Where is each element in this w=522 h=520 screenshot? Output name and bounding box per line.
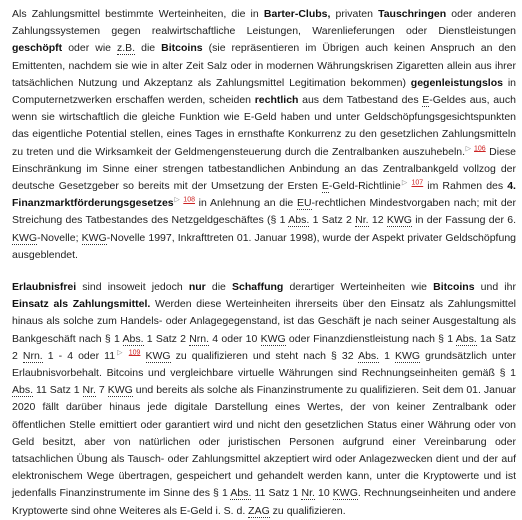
bold-term: geschöpft [12, 42, 63, 55]
abbreviation[interactable]: ZAG [248, 504, 270, 517]
abbreviation[interactable]: Abs. [12, 384, 34, 397]
text-run: 11 Satz 1 [251, 487, 302, 500]
bold-term: rechtlich [254, 94, 299, 107]
text-run: in Computernetzwerken erschaffen werden, scheiden [12, 76, 516, 107]
text-run: 7 [95, 384, 108, 397]
abbreviation[interactable]: E [321, 180, 329, 193]
text-run: -Novelle 1997, Inkrafttreten 01. Januar 1998), wurde der Aspekt privater Geldschöpfung ausgeblendet. [12, 231, 516, 261]
bold-term: 4. Finanzmarktförderungsgesetzes [12, 180, 516, 210]
text-run: die [205, 281, 232, 294]
text-run: zu qualifizieren und steht nach § 32 [170, 349, 359, 362]
text-run: 1 Satz 2 [309, 214, 356, 227]
text-run: zu qualifizieren. [269, 504, 346, 517]
abbreviation[interactable]: E [422, 94, 430, 107]
text-run: 12 [368, 214, 387, 227]
bold-term: Bitcoins [433, 281, 475, 294]
footnote-arrow-icon: ▷ [400, 179, 409, 187]
bold-term: gegenleistungslos [410, 76, 503, 89]
text-run: 1 [379, 349, 396, 362]
bold-term: Schaffung [232, 281, 284, 294]
abbreviation[interactable]: Abs. [122, 332, 144, 345]
bold-term: nur [188, 281, 206, 294]
text-run: -rechtlichen Mindestvorgaben nach; mit der Streichung des Tatbestandes des Netzgeldgeschäftes (§ 1 [12, 197, 516, 227]
text-run: oder wie [62, 42, 118, 55]
abbreviation[interactable]: z.B. [117, 42, 136, 55]
abbreviation[interactable]: Abs. [230, 487, 252, 500]
text-run: in Anlehnung an die [194, 197, 297, 210]
bold-term: Einsatz als Zahlungsmittel. [12, 298, 151, 311]
abbreviation[interactable]: KWG [145, 349, 171, 362]
abbreviation[interactable]: KWG [12, 231, 38, 244]
abbreviation[interactable]: KWG [395, 349, 421, 362]
footnote-arrow-icon: ▷ [173, 196, 181, 204]
text-run [140, 350, 145, 362]
text-run: 11 Satz 1 [33, 384, 83, 397]
footnote-link[interactable]: 109 [128, 349, 141, 357]
text-run: und ihr [474, 281, 516, 294]
abbreviation[interactable]: KWG [81, 231, 107, 244]
body-paragraph [12, 279, 516, 520]
text-run: und bereits als solche als Finanzinstrumente zu qualifizieren. Seit dem 01. Januar 2020 fällt darüber hinaus jede digitale Darstellung eines Wertes, der von keiner Zentralbank oder öffentlichen Stelle emittiert oder garantiert wird und nicht den gesetzlichen Status einer Währung oder von Geld besitzt, aber von natürlichen oder juristischen Personen aufgrund einer Vereinbarung oder tatsachlichen Übung als Tausch- oder Zahlungsmittel akzeptiert wird oder Anlagezwecken dient und der auf elektronischem Wege übertragen, gespeichert und gehandelt werden kann, unter die Kryptowerte und ist jedenfalls Finanzinstrumente im Sinne des § 1 [12, 384, 516, 500]
text-run: 10 [314, 487, 333, 500]
abbreviation[interactable]: Nr. [82, 384, 96, 397]
text-run: -Novelle; [37, 231, 82, 244]
text-run: 4 oder 10 [209, 332, 261, 345]
footnote-ref[interactable] [465, 145, 486, 152]
text-run: Diese Einschränkung im Sinne einer strengen tatbestandlichen Anbindung an das Zentralbankgeld vollzog der deutsche Gesetzgeber so bereits mit der Umsetzung der Ersten [12, 145, 517, 193]
text-run: in der Fassung der 6. [411, 214, 517, 227]
abbreviation[interactable]: Nr. [301, 487, 315, 500]
footnote-ref[interactable] [115, 349, 140, 356]
abbreviation[interactable]: KWG [260, 332, 286, 345]
abbreviation[interactable]: Abs. [358, 349, 380, 362]
abbreviation[interactable]: Nrn. [22, 349, 43, 362]
footnote-link[interactable]: 108 [183, 196, 195, 204]
text-run: (sie repräsentieren im Übrigen auch keinen Anspruch an den Emittenten, nachdem sie wie in alter Zeit Salz oder in modernen Währungskrisen Zigaretten allein aus ihrer tatsächlichen Nutzung und Akzeptanz als Zahlungsmittel Legitimation bekommen) [12, 42, 516, 89]
text-run: derartiger Werteinheiten wie [283, 281, 434, 294]
abbreviation[interactable]: KWG [332, 487, 358, 500]
abbreviation[interactable]: EU [296, 197, 312, 210]
text-run: grundsätzlich unter Erlaubnisvorbehalt. Bitcoins und vergleichbare virtuelle Währungen sind Rechnungseinheiten gemäß § 1 [12, 349, 516, 380]
footnote-arrow-icon: ▷ [465, 145, 472, 153]
text-run: 1 Satz 2 [143, 332, 190, 345]
footnote-link[interactable]: 106 [474, 145, 486, 153]
bold-term: Bitcoins [161, 42, 203, 55]
abbreviation[interactable]: Abs. [455, 332, 477, 345]
abbreviation[interactable]: KWG [386, 214, 412, 227]
text-run: 1 - 4 oder 11 [42, 349, 116, 362]
text-run: oder Finanzdienstleistung nach § 1 [285, 332, 456, 345]
body-paragraph [12, 6, 516, 264]
text-run: im Rahmen des [423, 180, 508, 193]
footnote-ref[interactable] [401, 180, 424, 187]
bold-term: Tauschringen [378, 8, 447, 20]
text-run: Werden diese Werteinheiten ihrerseits über den Einsatz als Zahlungsmittel hinaus als solche zum Handels- oder Anlagegegenstand, ist das Geschäft je nach seiner Ausgestaltung als Bankgeschäft nach § 1 [12, 298, 516, 345]
text-run: Als Zahlungsmittel bestimmte Werteinheiten, die in [12, 8, 264, 20]
text-run: aus dem Tatbestand des [298, 94, 423, 107]
abbreviation[interactable]: Nrn. [189, 332, 210, 345]
text-run: privaten [330, 8, 379, 20]
abbreviation[interactable]: KWG [107, 384, 133, 397]
text-run: -Geldes aus, auch wenn sie wirtschaftlich die gleiche Funktion wie E-Geld haben und unter Geldschöpfungsgesichtspunkten das eigentliche Potential stellen, eines Tages in ernsthafte Konkurrenz zu den gesetzlichen Zahlungsmitteln zu treten und die Wirksamkeit der Geldmengensteuerung durch die Zentralbanken auszuhebeln. [12, 94, 516, 158]
text-run: sind insoweit jedoch [76, 281, 189, 294]
abbreviation[interactable]: Nr. [355, 214, 369, 227]
text-run: die [135, 42, 162, 55]
footnote-ref[interactable] [174, 197, 195, 204]
abbreviation[interactable]: Abs. [288, 214, 310, 227]
text-run: 1a Satz 2 [12, 332, 516, 362]
bold-term: Erlaubnisfrei [12, 281, 77, 294]
text-run: . Rechnungseinheiten und andere Kryptowerte sind ohne Weiteres als E-Geld i. S. d. [12, 487, 517, 517]
text-run: -Geld-Richtlinie [328, 180, 401, 193]
footnote-link[interactable]: 107 [411, 179, 424, 187]
footnote-arrow-icon: ▷ [115, 349, 125, 357]
bold-term: Barter-Clubs, [263, 8, 331, 20]
text-run: oder anderen Zahlungssystemen gegen realwirtschaftliche Leistungen, Warenlieferungen oder Dienstleistungen [12, 8, 516, 38]
